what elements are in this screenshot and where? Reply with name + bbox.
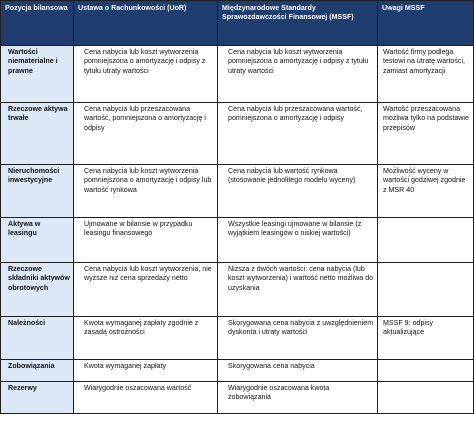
row-category: Rzeczowe składniki aktywów obrotowych <box>1 263 74 317</box>
row-uor-cell: Ujmowane w bilansie w przypadku leasingu finansowego <box>74 218 218 263</box>
table-row <box>1 360 474 382</box>
row-notes-cell: Wartość przeszacowana możliwa tylko na podstawie przepisów <box>378 103 474 165</box>
row-category: Zobowiązania <box>1 360 74 382</box>
header-balance-item: Pozycja bilansowa <box>1 1 74 46</box>
row-mssf-cell: Skorygowana cena nabycia z uwzględnieniem dyskonta i utraty wartości <box>218 317 378 360</box>
row-mssf-cell: Cena nabycia lub wartość rynkowa (stosowanie jednolitego modelu wyceny) <box>218 165 378 218</box>
row-category: Rezerwy <box>1 382 74 414</box>
row-mssf-cell: Niższa z dwóch wartości: cena nabycia (lub koszt wytworzenia) i wartość netto możliwa do uzyskania <box>218 263 378 317</box>
row-category: Należności <box>1 317 74 360</box>
row-mssf-cell: Skorygowana cena nabycia <box>218 360 378 382</box>
row-mssf-cell: Cena nabycia lub koszt wytworzenia pomniejszona o amortyzację i odpisy z tytułu utraty wartości <box>218 46 378 103</box>
row-uor-cell: Cena nabycia lub przeszacowana wartość, pomniejszona o amortyzację i odpisy <box>74 103 218 165</box>
row-uor-cell: Cena nabycia lub koszt wytworzenia, nie wyższe niż cena sprzedaży netto <box>74 263 218 317</box>
row-uor-cell: Cena nabycia lub koszt wytworzenia pomniejszona o amortyzację i odpisy z tytułu utraty wartości <box>74 46 218 103</box>
table-row <box>1 263 474 317</box>
table-row <box>1 46 474 103</box>
row-uor-cell: Wiarygodnie oszacowana wartość <box>74 382 218 414</box>
row-uor-cell: Kwota wymaganej zapłaty <box>74 360 218 382</box>
table-row <box>1 382 474 414</box>
row-uor-cell: Kwota wymaganej zapłaty zgodnie z zasadą ostrożności <box>74 317 218 360</box>
table-row <box>1 103 474 165</box>
header-uor: Ustawa o Rachunkowości (UoR) <box>74 1 218 46</box>
row-notes-cell: Możliwość wyceny w wartości godziwej zgodnie z MSR 40 <box>378 165 474 218</box>
row-notes-cell <box>378 382 474 414</box>
table-row <box>1 165 474 218</box>
row-notes-cell: MSSF 9: odpisy aktualizujące <box>378 317 474 360</box>
row-category: Aktywa w leasingu <box>1 218 74 263</box>
row-category: Nieruchomości inwestycyjne <box>1 165 74 218</box>
row-mssf-cell: Wiarygodnie oszacowana kwota zobowiązania <box>218 382 378 414</box>
row-notes-cell <box>378 263 474 317</box>
header-mssf-notes: Uwagi MSSF <box>378 1 474 46</box>
header-mssf: Międzynarodowe Standardy Sprawozdawczości Finansowej (MSSF) <box>218 1 378 46</box>
row-mssf-cell: Wszystkie leasingi ujmowane w bilansie (z wyjątkiem leasingów o niskiej wartości) <box>218 218 378 263</box>
row-category: Wartości niematerialne i prawne <box>1 46 74 103</box>
table-row <box>1 218 474 263</box>
row-notes-cell: Wartość firmy podlega testowi na utratę wartości, zamiast amortyzacji <box>378 46 474 103</box>
row-mssf-cell: Cena nabycia lub przeszacowana wartość, pomniejszona o amortyzację i odpisy <box>218 103 378 165</box>
row-category: Rzeczowe aktywa trwałe <box>1 103 74 165</box>
table-header-row <box>1 1 474 46</box>
table-row <box>1 317 474 360</box>
row-notes-cell <box>378 360 474 382</box>
row-uor-cell: Cena nabycia lub koszt wytworzenia pomniejszona o amortyzację i odpisy lub wartość rynkowa <box>74 165 218 218</box>
row-notes-cell <box>378 218 474 263</box>
